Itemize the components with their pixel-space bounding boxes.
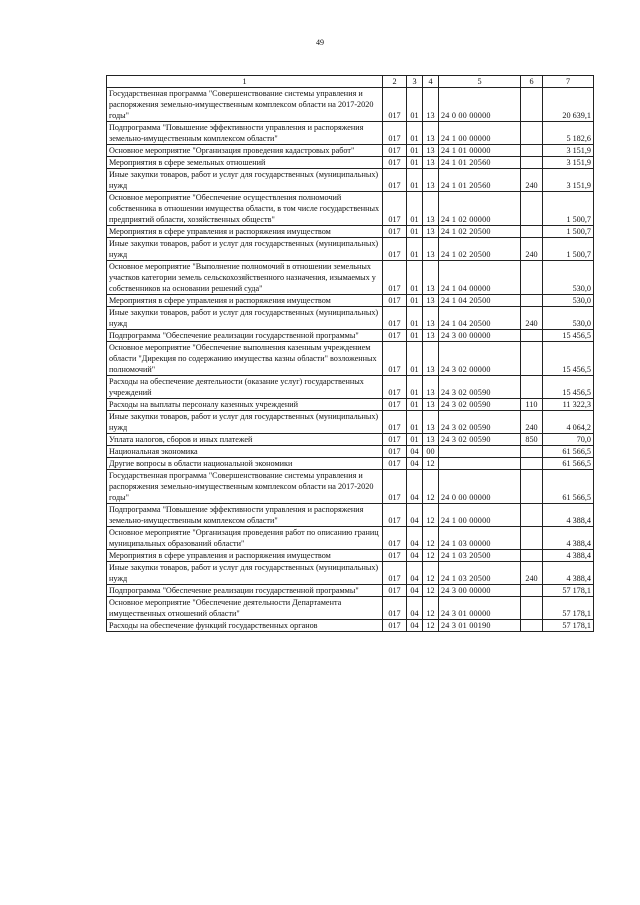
table-row — [107, 470, 594, 504]
expense-type-cell — [521, 597, 543, 620]
table-row — [107, 411, 594, 434]
target-article-cell: 24 1 01 00000 — [439, 145, 521, 157]
expense-type-cell — [521, 458, 543, 470]
header-cell: 7 — [543, 76, 594, 88]
amount-cell: 4 388,4 — [543, 504, 594, 527]
target-article-cell: 24 3 01 00000 — [439, 597, 521, 620]
expense-type-cell: 240 — [521, 411, 543, 434]
row-name-cell: Государственная программа "Совершенствование системы управления и распоряжения земельно-имущественным комплексом области на 2017-2020 годы" — [107, 470, 383, 504]
row-name-cell: Основное мероприятие "Обеспечение деятельности Департамента имущественных отношений области" — [107, 597, 383, 620]
table-row — [107, 145, 594, 157]
amount-cell: 15 456,5 — [543, 342, 594, 376]
ministry-code-cell: 017 — [383, 399, 407, 411]
section-code-cell: 01 — [407, 226, 423, 238]
row-name-cell: Подпрограмма "Повышение эффективности управления и распоряжения земельно-имущественным комплексом области" — [107, 122, 383, 145]
ministry-code-cell: 017 — [383, 458, 407, 470]
table-row — [107, 295, 594, 307]
expense-type-cell — [521, 504, 543, 527]
row-name-cell: Подпрограмма "Обеспечение реализации государственной программы" — [107, 585, 383, 597]
target-article-cell: 24 1 02 20500 — [439, 226, 521, 238]
amount-cell: 11 322,3 — [543, 399, 594, 411]
subsection-code-cell: 00 — [423, 446, 439, 458]
target-article-cell: 24 3 02 00590 — [439, 399, 521, 411]
row-name-cell: Расходы на обеспечение деятельности (оказание услуг) государственных учреждений — [107, 376, 383, 399]
expense-type-cell — [521, 527, 543, 550]
section-code-cell: 04 — [407, 550, 423, 562]
row-name-cell: Другие вопросы в области национальной экономики — [107, 458, 383, 470]
subsection-code-cell: 13 — [423, 376, 439, 399]
table-row — [107, 122, 594, 145]
header-cell: 5 — [439, 76, 521, 88]
section-code-cell: 04 — [407, 470, 423, 504]
table-row — [107, 527, 594, 550]
ministry-code-cell: 017 — [383, 550, 407, 562]
ministry-code-cell: 017 — [383, 88, 407, 122]
section-code-cell: 04 — [407, 527, 423, 550]
target-article-cell: 24 1 03 20500 — [439, 562, 521, 585]
ministry-code-cell: 017 — [383, 620, 407, 632]
expense-type-cell — [521, 122, 543, 145]
table-row — [107, 261, 594, 295]
target-article-cell: 24 1 04 20500 — [439, 295, 521, 307]
subsection-code-cell: 12 — [423, 458, 439, 470]
amount-cell: 57 178,1 — [543, 585, 594, 597]
table-row — [107, 550, 594, 562]
subsection-code-cell: 13 — [423, 238, 439, 261]
ministry-code-cell: 017 — [383, 342, 407, 376]
target-article-cell: 24 3 00 00000 — [439, 585, 521, 597]
row-name-cell: Основное мероприятие "Организация проведения кадастровых работ" — [107, 145, 383, 157]
section-code-cell: 01 — [407, 376, 423, 399]
target-article-cell — [439, 458, 521, 470]
amount-cell: 1 500,7 — [543, 192, 594, 226]
amount-cell: 5 182,6 — [543, 122, 594, 145]
target-article-cell: 24 0 00 00000 — [439, 470, 521, 504]
row-name-cell: Мероприятия в сфере управления и распоряжения имуществом — [107, 550, 383, 562]
expense-type-cell: 240 — [521, 169, 543, 192]
section-code-cell: 04 — [407, 458, 423, 470]
subsection-code-cell: 12 — [423, 527, 439, 550]
amount-cell: 61 566,5 — [543, 458, 594, 470]
target-article-cell: 24 1 01 20560 — [439, 157, 521, 169]
section-code-cell: 04 — [407, 597, 423, 620]
subsection-code-cell: 12 — [423, 562, 439, 585]
amount-cell: 61 566,5 — [543, 446, 594, 458]
section-code-cell: 01 — [407, 399, 423, 411]
amount-cell: 4 388,4 — [543, 550, 594, 562]
ministry-code-cell: 017 — [383, 585, 407, 597]
expense-type-cell: 240 — [521, 307, 543, 330]
subsection-code-cell: 13 — [423, 307, 439, 330]
expense-type-cell — [521, 550, 543, 562]
table-row — [107, 597, 594, 620]
table-row — [107, 192, 594, 226]
expense-type-cell — [521, 226, 543, 238]
amount-cell: 530,0 — [543, 261, 594, 295]
amount-cell: 15 456,5 — [543, 376, 594, 399]
row-name-cell: Мероприятия в сфере управления и распоряжения имуществом — [107, 226, 383, 238]
table-row — [107, 585, 594, 597]
amount-cell: 3 151,9 — [543, 145, 594, 157]
header-row — [107, 76, 594, 88]
subsection-code-cell: 12 — [423, 620, 439, 632]
row-name-cell: Иные закупки товаров, работ и услуг для государственных (муниципальных) нужд — [107, 307, 383, 330]
section-code-cell: 01 — [407, 238, 423, 261]
amount-cell: 530,0 — [543, 307, 594, 330]
expense-type-cell — [521, 585, 543, 597]
section-code-cell: 04 — [407, 620, 423, 632]
amount-cell: 3 151,9 — [543, 157, 594, 169]
ministry-code-cell: 017 — [383, 446, 407, 458]
section-code-cell: 04 — [407, 504, 423, 527]
section-code-cell: 01 — [407, 122, 423, 145]
subsection-code-cell: 13 — [423, 226, 439, 238]
section-code-cell: 04 — [407, 585, 423, 597]
target-article-cell: 24 1 03 00000 — [439, 527, 521, 550]
row-name-cell: Подпрограмма "Обеспечение реализации государственной программы" — [107, 330, 383, 342]
table-row — [107, 504, 594, 527]
row-name-cell: Расходы на выплаты персоналу казенных учреждений — [107, 399, 383, 411]
amount-cell: 20 639,1 — [543, 88, 594, 122]
ministry-code-cell: 017 — [383, 295, 407, 307]
subsection-code-cell: 13 — [423, 192, 439, 226]
row-name-cell: Иные закупки товаров, работ и услуг для государственных (муниципальных) нужд — [107, 238, 383, 261]
target-article-cell: 24 1 03 20500 — [439, 550, 521, 562]
table-row — [107, 562, 594, 585]
subsection-code-cell: 13 — [423, 295, 439, 307]
header-cell: 6 — [521, 76, 543, 88]
page-number: 49 — [316, 38, 324, 47]
amount-cell: 4 064,2 — [543, 411, 594, 434]
target-article-cell: 24 3 02 00000 — [439, 342, 521, 376]
ministry-code-cell: 017 — [383, 238, 407, 261]
table-row — [107, 238, 594, 261]
row-name-cell: Основное мероприятие "Обеспечение выполнения казенным учреждением области "Дирекция по содержанию имущества казны области" возложенных полномочий" — [107, 342, 383, 376]
section-code-cell: 01 — [407, 88, 423, 122]
target-article-cell: 24 0 00 00000 — [439, 88, 521, 122]
section-code-cell: 04 — [407, 562, 423, 585]
amount-cell: 1 500,7 — [543, 238, 594, 261]
expense-type-cell: 240 — [521, 562, 543, 585]
ministry-code-cell: 017 — [383, 330, 407, 342]
section-code-cell: 01 — [407, 145, 423, 157]
subsection-code-cell: 13 — [423, 145, 439, 157]
row-name-cell: Иные закупки товаров, работ и услуг для государственных (муниципальных) нужд — [107, 562, 383, 585]
section-code-cell: 04 — [407, 446, 423, 458]
table-row — [107, 434, 594, 446]
row-name-cell: Расходы на обеспечение функций государственных органов — [107, 620, 383, 632]
row-name-cell: Основное мероприятие "Организация проведения работ по описанию границ муниципальных образований области" — [107, 527, 383, 550]
subsection-code-cell: 13 — [423, 342, 439, 376]
ministry-code-cell: 017 — [383, 411, 407, 434]
row-name-cell: Подпрограмма "Повышение эффективности управления и распоряжения земельно-имущественным комплексом области" — [107, 504, 383, 527]
amount-cell: 15 456,5 — [543, 330, 594, 342]
subsection-code-cell: 13 — [423, 88, 439, 122]
expense-type-cell — [521, 470, 543, 504]
section-code-cell: 01 — [407, 411, 423, 434]
subsection-code-cell: 12 — [423, 585, 439, 597]
section-code-cell: 01 — [407, 307, 423, 330]
expense-type-cell — [521, 446, 543, 458]
target-article-cell: 24 3 02 00590 — [439, 376, 521, 399]
table-row — [107, 620, 594, 632]
table-row — [107, 399, 594, 411]
ministry-code-cell: 017 — [383, 192, 407, 226]
ministry-code-cell: 017 — [383, 145, 407, 157]
amount-cell: 61 566,5 — [543, 470, 594, 504]
header-cell: 3 — [407, 76, 423, 88]
ministry-code-cell: 017 — [383, 122, 407, 145]
expense-type-cell: 110 — [521, 399, 543, 411]
table-row — [107, 226, 594, 238]
ministry-code-cell: 017 — [383, 226, 407, 238]
expense-type-cell — [521, 261, 543, 295]
table-row — [107, 458, 594, 470]
target-article-cell: 24 1 02 00000 — [439, 192, 521, 226]
row-name-cell: Государственная программа "Совершенствование системы управления и распоряжения земельно-имущественным комплексом области на 2017-2020 годы" — [107, 88, 383, 122]
subsection-code-cell: 13 — [423, 411, 439, 434]
target-article-cell — [439, 446, 521, 458]
ministry-code-cell: 017 — [383, 307, 407, 330]
row-name-cell: Национальная экономика — [107, 446, 383, 458]
ministry-code-cell: 017 — [383, 504, 407, 527]
subsection-code-cell: 12 — [423, 550, 439, 562]
subsection-code-cell: 12 — [423, 597, 439, 620]
section-code-cell: 01 — [407, 261, 423, 295]
row-name-cell: Уплата налогов, сборов и иных платежей — [107, 434, 383, 446]
header-cell: 2 — [383, 76, 407, 88]
table-row — [107, 307, 594, 330]
target-article-cell: 24 1 04 20500 — [439, 307, 521, 330]
expense-type-cell — [521, 88, 543, 122]
header-cell: 4 — [423, 76, 439, 88]
amount-cell: 57 178,1 — [543, 597, 594, 620]
subsection-code-cell: 13 — [423, 434, 439, 446]
subsection-code-cell: 13 — [423, 122, 439, 145]
target-article-cell: 24 1 00 00000 — [439, 504, 521, 527]
table-row — [107, 157, 594, 169]
amount-cell: 57 178,1 — [543, 620, 594, 632]
target-article-cell: 24 3 02 00590 — [439, 411, 521, 434]
table-row — [107, 88, 594, 122]
row-name-cell: Основное мероприятие "Выполнение полномочий в отношении земельных участков категории земель сельскохозяйственного назначения, изымаемых у собственников на основании решений суда" — [107, 261, 383, 295]
section-code-cell: 01 — [407, 342, 423, 376]
table-row — [107, 330, 594, 342]
amount-cell: 4 388,4 — [543, 527, 594, 550]
subsection-code-cell: 13 — [423, 261, 439, 295]
section-code-cell: 01 — [407, 169, 423, 192]
subsection-code-cell: 12 — [423, 470, 439, 504]
target-article-cell: 24 3 02 00590 — [439, 434, 521, 446]
amount-cell: 530,0 — [543, 295, 594, 307]
section-code-cell: 01 — [407, 434, 423, 446]
table-row — [107, 342, 594, 376]
expense-type-cell: 240 — [521, 238, 543, 261]
subsection-code-cell: 13 — [423, 169, 439, 192]
expense-type-cell — [521, 192, 543, 226]
ministry-code-cell: 017 — [383, 562, 407, 585]
ministry-code-cell: 017 — [383, 434, 407, 446]
row-name-cell: Мероприятия в сфере земельных отношений — [107, 157, 383, 169]
subsection-code-cell: 13 — [423, 399, 439, 411]
expense-type-cell — [521, 620, 543, 632]
table-row — [107, 376, 594, 399]
target-article-cell: 24 1 01 20560 — [439, 169, 521, 192]
amount-cell: 70,0 — [543, 434, 594, 446]
table-row — [107, 169, 594, 192]
ministry-code-cell: 017 — [383, 376, 407, 399]
ministry-code-cell: 017 — [383, 597, 407, 620]
amount-cell: 1 500,7 — [543, 226, 594, 238]
section-code-cell: 01 — [407, 295, 423, 307]
row-name-cell: Основное мероприятие "Обеспечение осуществления полномочий собственника в отношении имущества области, в том числе государственных предприятий области, хозяйственных обществ" — [107, 192, 383, 226]
expense-type-cell — [521, 157, 543, 169]
row-name-cell: Иные закупки товаров, работ и услуг для государственных (муниципальных) нужд — [107, 169, 383, 192]
target-article-cell: 24 1 02 20500 — [439, 238, 521, 261]
row-name-cell: Иные закупки товаров, работ и услуг для государственных (муниципальных) нужд — [107, 411, 383, 434]
target-article-cell: 24 1 04 00000 — [439, 261, 521, 295]
budget-table — [106, 75, 594, 632]
target-article-cell: 24 3 00 00000 — [439, 330, 521, 342]
expense-type-cell — [521, 145, 543, 157]
section-code-cell: 01 — [407, 192, 423, 226]
section-code-cell: 01 — [407, 157, 423, 169]
ministry-code-cell: 017 — [383, 470, 407, 504]
ministry-code-cell: 017 — [383, 527, 407, 550]
subsection-code-cell: 12 — [423, 504, 439, 527]
amount-cell: 4 388,4 — [543, 562, 594, 585]
header-cell: 1 — [107, 76, 383, 88]
expense-type-cell: 850 — [521, 434, 543, 446]
subsection-code-cell: 13 — [423, 330, 439, 342]
expense-type-cell — [521, 376, 543, 399]
target-article-cell: 24 1 00 00000 — [439, 122, 521, 145]
amount-cell: 3 151,9 — [543, 169, 594, 192]
ministry-code-cell: 017 — [383, 169, 407, 192]
target-article-cell: 24 3 01 00190 — [439, 620, 521, 632]
expense-type-cell — [521, 342, 543, 376]
ministry-code-cell: 017 — [383, 261, 407, 295]
table-row — [107, 446, 594, 458]
row-name-cell: Мероприятия в сфере управления и распоряжения имуществом — [107, 295, 383, 307]
section-code-cell: 01 — [407, 330, 423, 342]
ministry-code-cell: 017 — [383, 157, 407, 169]
expense-type-cell — [521, 295, 543, 307]
expense-type-cell — [521, 330, 543, 342]
subsection-code-cell: 13 — [423, 157, 439, 169]
